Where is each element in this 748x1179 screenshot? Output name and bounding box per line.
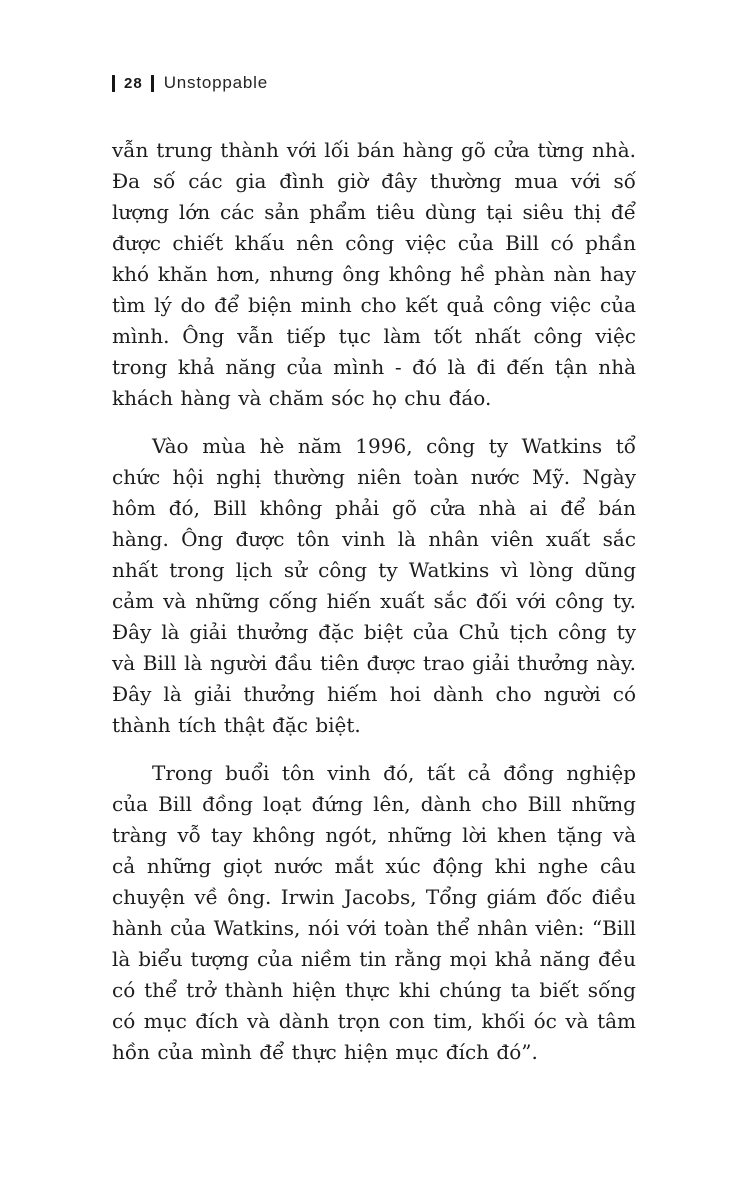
header-separator-bar	[151, 75, 154, 92]
page-number: 28	[124, 74, 143, 92]
running-header	[112, 72, 636, 94]
paragraph: vẫn trung thành với lối bán hàng gõ cửa từng nhà. Đa số các gia đình giờ đây thường mua với số lượng lớn các sản phẩm tiêu dùng tại siêu thị để được chiết khấu nên công việc của Bill có phần khó khăn hơn, nhưng ông không hề phàn nàn hay tìm lý do để biện minh cho kết quả công việc của mình. Ông vẫn tiếp tục làm tốt nhất công việc trong khả năng của mình - đó là đi đến tận nhà khách hàng và chăm sóc họ chu đáo.	[112, 138, 636, 410]
paragraph: Trong buổi tôn vinh đó, tất cả đồng nghiệp của Bill đồng loạt đứng lên, dành cho Bill những tràng vỗ tay không ngót, những lời khen tặng và cả những giọt nước mắt xúc động khi nghe câu chuyện về ông. Irwin Jacobs, Tổng giám đốc điều hành của Watkins, nói với toàn thể nhân viên: “Bill là biểu tượng của niềm tin rằng mọi khả năng đều có thể trở thành hiện thực khi chúng ta biết sống có mục đích và dành trọn con tim, khối óc và tâm hồn của mình để thực hiện mục đích đó”.	[112, 761, 636, 1064]
header-separator-bar	[112, 75, 115, 92]
page-body	[112, 135, 636, 1068]
book-title: Unstoppable	[163, 73, 268, 92]
paragraph: Vào mùa hè năm 1996, công ty Watkins tổ chức hội nghị thường niên toàn nước Mỹ. Ngày hôm đó, Bill không phải gõ cửa nhà ai để bán hàng. Ông được tôn vinh là nhân viên xuất sắc nhất trong lịch sử công ty Watkins vì lòng dũng cảm và những cống hiến xuất sắc đối với công ty. Đây là giải thưởng đặc biệt của Chủ tịch công ty và Bill là người đầu tiên được trao giải thưởng này. Đây là giải thưởng hiếm hoi dành cho người có thành tích thật đặc biệt.	[112, 434, 636, 737]
